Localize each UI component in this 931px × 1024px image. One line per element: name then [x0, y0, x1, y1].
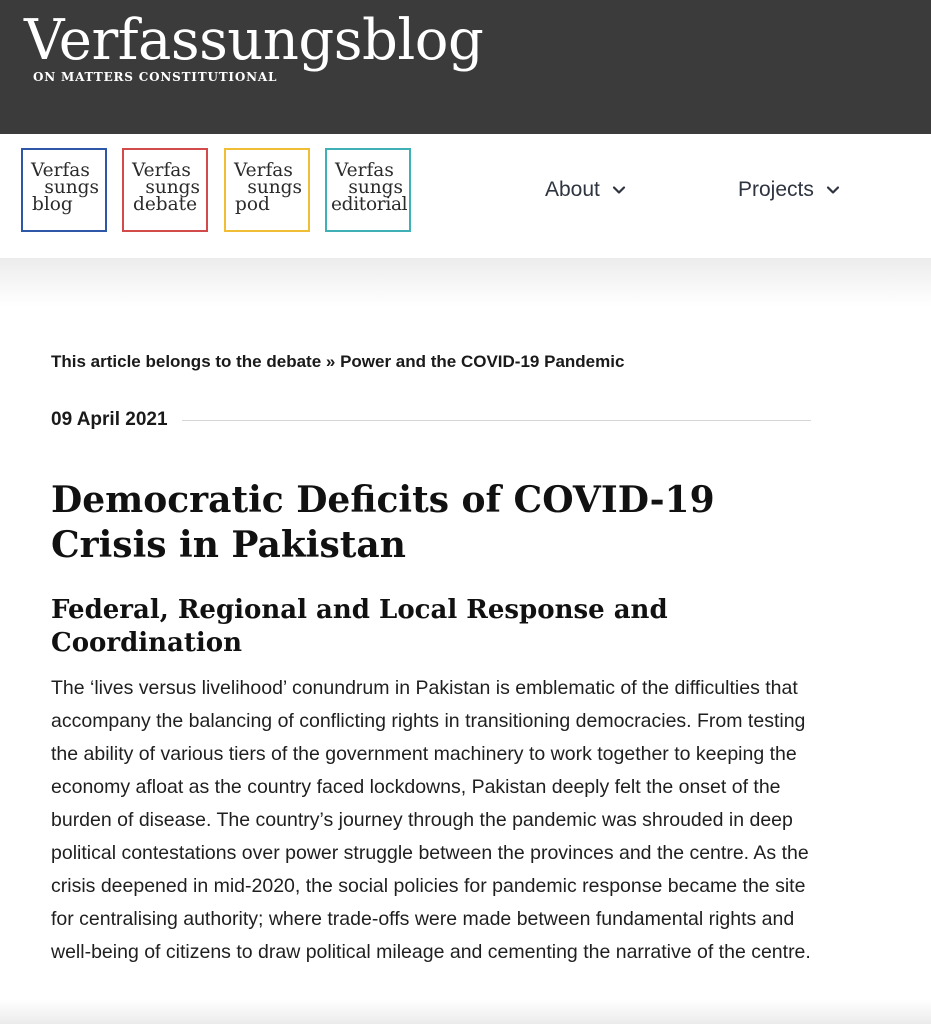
brand-line: Verfas: [335, 160, 394, 181]
verfassungseditorial-logo-link[interactable]: [325, 148, 411, 232]
nav-about-label: About: [545, 178, 600, 201]
nav-shadow: [0, 258, 931, 306]
brand-line: Verfas: [31, 160, 90, 181]
article-date: 09 April 2021: [51, 409, 168, 430]
site-header: [0, 0, 931, 134]
chevron-down-icon: [612, 183, 626, 197]
brand-line: sungs: [348, 177, 403, 198]
brand-line: sungs: [44, 177, 99, 198]
article-subtitle: Federal, Regional and Local Response and Coordination: [51, 595, 668, 658]
brand-line: debate: [133, 194, 198, 215]
site-title[interactable]: Verfassungsblog: [24, 8, 484, 73]
brand-line: blog: [32, 194, 73, 215]
verfassungspod-logo-link[interactable]: [224, 148, 310, 232]
site-tagline: ON MATTERS CONSTITUTIONAL: [33, 70, 278, 84]
nav-projects-menu[interactable]: [738, 178, 840, 202]
chevron-down-icon: [826, 183, 840, 197]
verfassungsdebate-logo-link[interactable]: [122, 148, 208, 232]
brand-line: Verfas: [132, 160, 191, 181]
nav-projects-label: Projects: [738, 178, 814, 201]
debate-prefix: This article belongs to the debate »: [51, 352, 341, 371]
brand-line: sungs: [247, 177, 302, 198]
article-paragraph: The ‘lives versus livelihood’ conundrum in Pakistan is emblematic of the difficulties that accompany the balancing of conflicting rights in transitioning democracies. From testing the ability of various tiers of the government machinery to work together to keeping the economy afloat as the country faced lockdowns, Pakistan deeply felt the onset of the burden of disease. The country’s journey through the pandemic was shrouded in deep political contestations over power struggle between the provinces and the centre. As the crisis deepened in mid-2020, the social policies for pandemic response became the site for centralising authority; where trade-offs were made between fundamental rights and well-being of citizens to draw political mileage and cementing the narrative of the centre.: [51, 677, 811, 963]
brand-line: sungs: [145, 177, 200, 198]
brand-line: editorial: [331, 194, 408, 215]
bottom-fade: [0, 1000, 931, 1024]
debate-link[interactable]: Power and the COVID-19 Pandemic: [340, 352, 625, 371]
article-title: Democratic Deficits of COVID-19 Crisis in Pakistan: [51, 479, 715, 566]
brand-line: pod: [235, 194, 270, 215]
date-row: [51, 409, 811, 431]
nav-about-menu[interactable]: [545, 178, 626, 202]
debate-breadcrumb: [51, 352, 624, 372]
date-divider: [182, 420, 811, 421]
brand-line: Verfas: [234, 160, 293, 181]
nav-bar: [0, 134, 931, 258]
verfassungsblog-logo-link[interactable]: [21, 148, 107, 232]
